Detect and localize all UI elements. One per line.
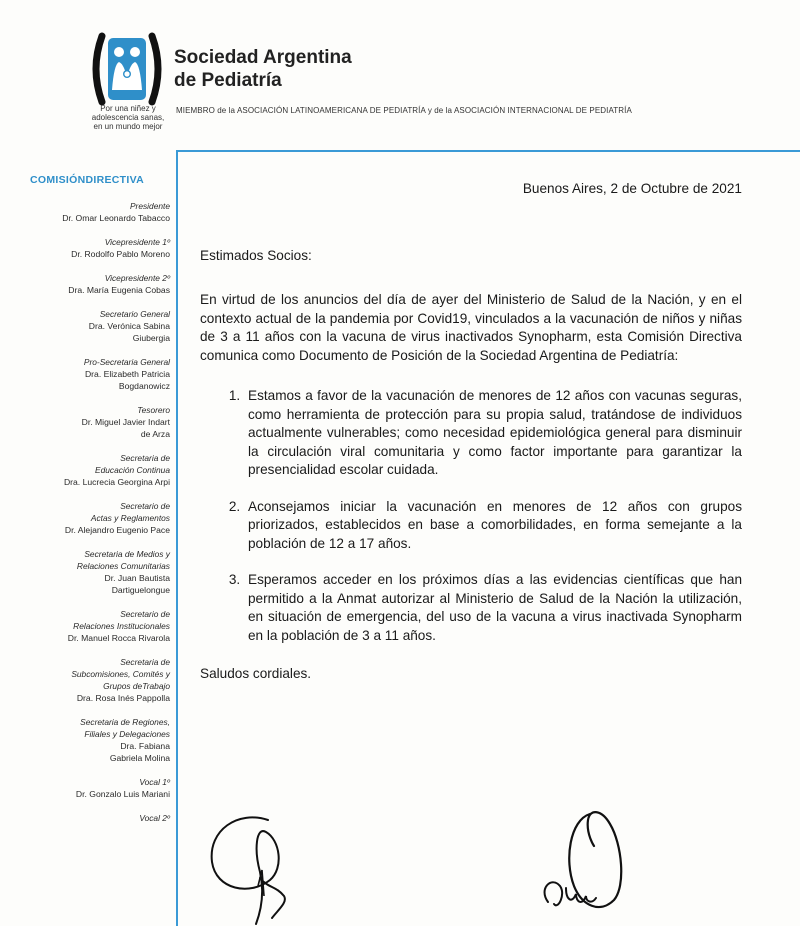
letterhead	[0, 0, 800, 150]
member-role: Educación Continua	[95, 465, 170, 475]
member-role: Secretario de	[120, 501, 170, 511]
member-role: Pro-Secretaria General	[83, 357, 170, 367]
member-name: Dra. Rosa Inés Pappolla	[76, 693, 170, 703]
membership-line: MIEMBRO de la ASOCIACIÓN LATINOAMERICANA DE PEDIATRÍA y de la ASOCIACIÓN INTERNACIONAL DE PEDIATRÍA	[176, 106, 632, 115]
member-name: Dra. Lucrecia Georgina Arpi	[63, 477, 170, 487]
signature-2	[530, 790, 640, 926]
member-role: Secretaria de	[120, 657, 170, 667]
committee-member	[0, 356, 170, 392]
intro-paragraph: En virtud de los anuncios del día de ayer del Ministerio de Salud de la Nación, y en el contexto actual de la pandemia por Covid19, vinculados a la vacunación de niños y niñas de 3 a 11 años con la vacuna de virus inactivados Synopharm, esta Comisión Directiva comunica como Documento de Posición de la Sociedad Argentina de Pediatría:	[200, 292, 742, 363]
member-role: Grupos deTrabajo	[103, 681, 170, 691]
tagline	[82, 104, 174, 131]
board-sidebar	[0, 168, 178, 926]
member-role: Vicepresidente 1º	[104, 237, 170, 247]
header-divider	[176, 150, 800, 152]
member-name: Dartiguelongue	[111, 585, 170, 595]
member-name: Dr. Omar Leonardo Tabacco	[62, 213, 170, 223]
committee-member	[0, 812, 170, 824]
position-points	[200, 387, 742, 645]
member-name: Dr. Juan Bautista	[104, 573, 170, 583]
org-name-line-1: Sociedad Argentina	[174, 47, 352, 68]
member-name: Dr. Miguel Javier Indart	[81, 417, 170, 427]
member-name: Gabriela Molina	[109, 753, 170, 763]
committee-member	[0, 500, 170, 536]
position-point: 2. Aconsejamos iniciar la vacunación en menores de 12 años con grupos priorizados, establecidos en base a comorbilidades, en forma semejante a la población de 12 a 17 años.	[244, 498, 742, 554]
member-role: Vicepresidente 2º	[104, 273, 170, 283]
position-point: 3. Esperamos acceder en los próximos días a las evidencias científicas que han permitido a la Anmat autorizar al Ministerio de Salud de la Nación la utilización, en situación de emergencia, del uso de la vacuna a virus inactivada Synopharm en la población de 3 a 11 años.	[244, 571, 742, 645]
member-name: Dra. Elizabeth Patricia	[84, 369, 170, 379]
member-role: Vocal 2º	[139, 813, 170, 823]
committee-member	[0, 608, 170, 644]
member-role: Secretaria de	[120, 453, 170, 463]
member-role: Subcomisiones, Comités y	[71, 669, 170, 679]
organization-name	[174, 46, 352, 92]
member-name: Dra. Fabiana	[120, 741, 170, 751]
committee-member	[0, 548, 170, 596]
member-name: Giubergia	[132, 333, 170, 343]
committee-member	[0, 272, 170, 296]
committee-member	[0, 716, 170, 764]
member-role: Secretaria de Medios y	[84, 549, 170, 559]
member-name: Dr. Manuel Rocca Rivarola	[67, 633, 170, 643]
letter-body	[200, 180, 742, 697]
member-name: Dr. Rodolfo Pablo Moreno	[71, 249, 170, 259]
member-role: Filiales y Delegaciones	[84, 729, 170, 739]
org-name-line-2: de Pediatría	[174, 70, 282, 91]
member-role: Tesorero	[137, 405, 170, 415]
member-name: de Arza	[140, 429, 170, 439]
tagline-line: en un mundo mejor	[93, 122, 163, 131]
committee-member	[0, 308, 170, 344]
member-role: Relaciones Comunitarias	[76, 561, 170, 571]
committee-member	[0, 452, 170, 488]
member-role: Vocal 1º	[139, 777, 170, 787]
committee-member	[0, 656, 170, 704]
closing: Saludos cordiales.	[200, 666, 312, 681]
committee-member	[0, 236, 170, 260]
tagline-line: Por una niñez y	[100, 104, 156, 113]
member-role: Relaciones Institucionales	[73, 621, 170, 631]
member-name: Dra. María Eugenia Cobas	[68, 285, 170, 295]
member-role: Secretaria de Regiones,	[80, 717, 170, 727]
committee-member	[0, 404, 170, 440]
member-role: Actas y Reglamentos	[90, 513, 170, 523]
sidebar-title: COMISIÓNDIRECTIVA	[30, 174, 144, 186]
signature-1	[198, 800, 318, 926]
member-name: Dr. Gonzalo Luis Mariani	[75, 789, 170, 799]
position-point: 1. Estamos a favor de la vacunación de menores de 12 años con vacunas seguras, como herramienta de protección para su propia salud, tratándose de individuos actualmente vulnerables; como necesidad epidemiológica general para disminuir la circulación viral comunitaria y como factor importante para garantizar la presencialidad escolar cuidada.	[244, 387, 742, 480]
committee-member	[0, 200, 170, 224]
member-name: Dr. Alejandro Eugenio Pace	[64, 525, 170, 535]
sap-family-logo	[88, 30, 166, 108]
greeting: Estimados Socios:	[200, 247, 312, 263]
member-role: Presidente	[129, 201, 170, 211]
committee-list	[0, 200, 170, 836]
letter-date: Buenos Aires, 2 de Octubre de 2021	[522, 181, 742, 196]
committee-member	[0, 776, 170, 800]
member-role: Secretario General	[99, 309, 170, 319]
member-name: Dra. Verónica Sabina	[88, 321, 170, 331]
tagline-line: adolescencia sanas,	[91, 113, 165, 122]
member-name: Bogdanowicz	[118, 381, 170, 391]
member-role: Secretario de	[120, 609, 170, 619]
